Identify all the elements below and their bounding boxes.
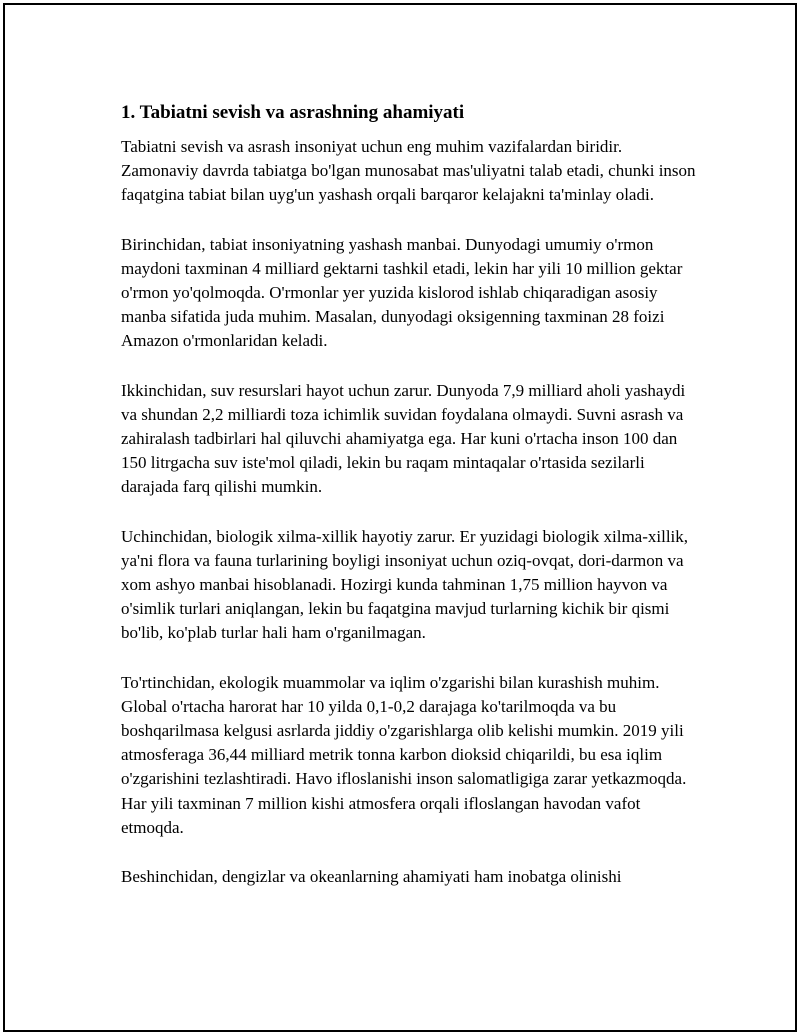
paragraph-water: Ikkinchidan, suv resurslari hayot uchun zarur. Dunyoda 7,9 milliard aholi yashaydi va shundan 2,2 milliardi toza ichimlik suvidan foydalana olmaydi. Suvni asrash va zahiralash tadbirlari hal qiluvchi ahamiyatga ega. Har kuni o'rtacha inson 100 dan 150 litrgacha suv iste'mol qiladi, lekin bu raqam mintaqalar o'rtasida sezilarli darajada farq qilishi mumkin.: [121, 380, 686, 497]
paragraph-climate: To'rtinchidan, ekologik muammolar va iqlim o'zgarishi bilan kurashish muhim. Global o'rtacha harorat har 10 yilda 0,1-0,2 darajaga ko'tarilmoqda va bu boshqarilmasa kelgusi asrlarda jiddiy o'zgarishlarga olib kelishi mumkin. 2019 yili atmosferaga 36,44 milliard metrik tonna karbon dioksid chiqarildi, bu esa iqlim o'zgarishini tezlashtiradi. Havo ifloslanishi inson salomatligiga zarar yetkazmoqda. Har yili taxminan 7 million kishi atmosfera orqali ifloslangan havodan vafot etmoqda.: [121, 672, 687, 837]
paragraph-oceans: Beshinchidan, dengizlar va okeanlarning ahamiyati ham inobatga olinishi: [121, 867, 622, 887]
paragraph-biodiversity: Uchinchidan, biologik xilma-xillik hayotiy zarur. Er yuzidagi biologik xilma-xillik, ya'ni flora va fauna turlarining boyligi insoniyat uchun oziq-ovqat, dori-darmon va xom ashyo manbai hisoblanadi. Hozirgi kunda tahminan 1,75 million hayvon va o'simlik turlari aniqlangan, lekin bu faqatgina mavjud turlarning kichik bir qismi bo'lib, ko'plab turlar hali ham o'rganilmagan.: [121, 526, 689, 643]
document-body: [121, 100, 701, 914]
page-frame: [3, 3, 797, 1032]
paragraph-intro: Tabiatni sevish va asrash insoniyat uchun eng muhim vazifalardan biridir. Zamonaviy davrda tabiatga bo'lgan munosabat mas'uliyatni talab etadi, chunki inson faqatgina tabiat bilan uyg'un yashash orqali barqaror kelajakni ta'minlay oladi.: [121, 137, 696, 205]
paragraph-forests: Birinchidan, tabiat insoniyatning yashash manbai. Dunyodagi umumiy o'rmon maydoni taxminan 4 milliard gektarni tashkil etadi, lekin har yili 10 million gektar o'rmon yo'qolmoqda. O'rmonlar yer yuzida kislorod ishlab chiqaradigan asosiy manba sifatida juda muhim. Masalan, dunyodagi oksigenning taxminan 28 foizi Amazon o'rmonlaridan keladi.: [121, 234, 683, 351]
section-heading: 1. Tabiatni sevish va asrashning ahamiyati: [121, 102, 465, 123]
